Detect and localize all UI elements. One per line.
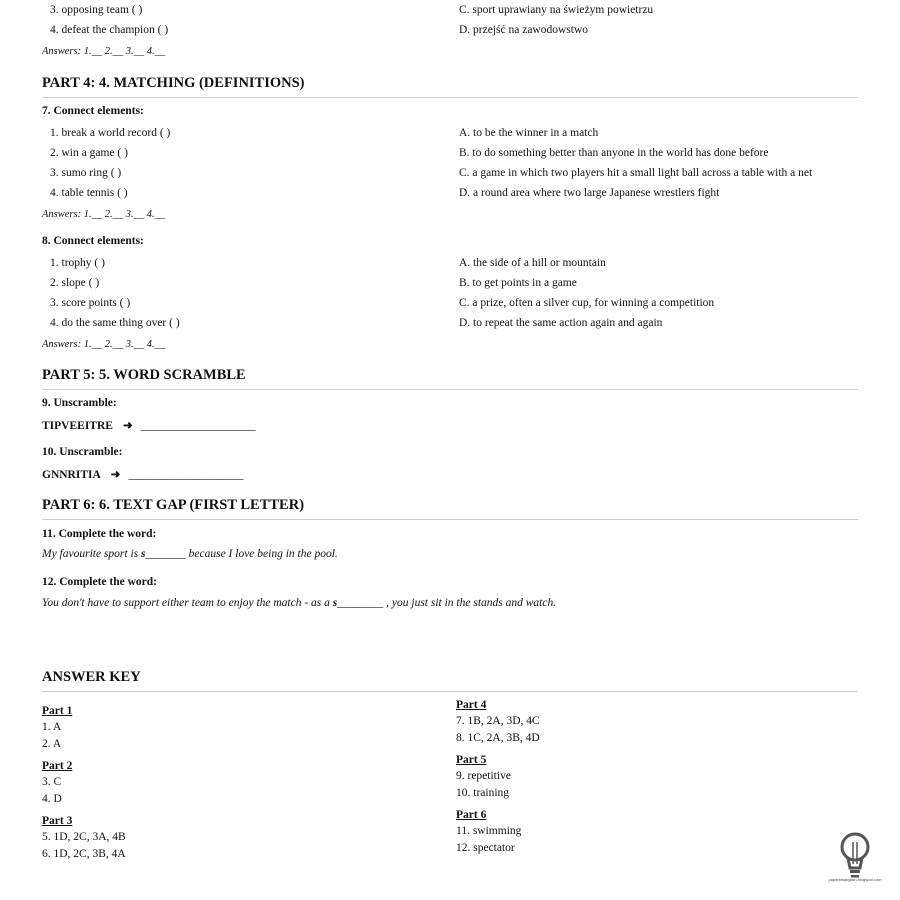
answer-key-line: 12. spectator bbox=[456, 842, 515, 854]
part5-section bbox=[42, 367, 858, 390]
match-left-item: 2. win a game ( ) bbox=[50, 147, 128, 159]
section-title: PART 4: 4. MATCHING (DEFINITIONS) bbox=[42, 75, 858, 98]
question-8 bbox=[42, 235, 858, 247]
question-title: 10. Unscramble: bbox=[42, 446, 123, 458]
sentence-start: You don't have to support either team to enjoy the match - as a bbox=[42, 597, 333, 609]
match-row bbox=[42, 22, 858, 42]
match-right-item: A. to be the winner in a match bbox=[459, 127, 599, 139]
match-left-item: 4. table tennis ( ) bbox=[50, 187, 128, 199]
question-10 bbox=[42, 446, 123, 458]
match-left-item: 2. slope ( ) bbox=[50, 277, 100, 289]
sentence-end: , you just sit in the stands and watch. bbox=[383, 597, 557, 609]
gap-blank[interactable]: ________ bbox=[337, 597, 384, 609]
first-letter: s bbox=[141, 548, 146, 560]
match-row bbox=[42, 2, 858, 22]
answer-key-group bbox=[42, 705, 126, 755]
answer-key-part-title: Part 4 bbox=[456, 699, 487, 711]
part6-section bbox=[42, 497, 858, 520]
match-right-item: B. to get points in a game bbox=[459, 277, 577, 289]
match-right-item: D. to repeat the same action again and again bbox=[459, 317, 663, 329]
answers-line: Answers: 1.__ 2.__ 3.__ 4.__ bbox=[42, 339, 166, 350]
arrow-icon: ➜ bbox=[110, 469, 121, 481]
answer-key-line: 10. training bbox=[456, 787, 510, 799]
logo-text: paperinsanglish.blogspot.com bbox=[828, 877, 882, 882]
answer-key-line: 11. swimming bbox=[456, 825, 522, 837]
answer-key-part-title: Part 3 bbox=[42, 815, 73, 827]
gap-blank[interactable]: _______ bbox=[145, 548, 186, 560]
match-row bbox=[42, 295, 858, 315]
question-7 bbox=[42, 105, 858, 117]
match-right-item: D. a round area where two large Japanese wrestlers fight bbox=[459, 187, 720, 199]
match-right-item: A. the side of a hill or mountain bbox=[459, 257, 606, 269]
match-right-item: C. a game in which two players hit a small light ball across a table with a net bbox=[459, 167, 813, 179]
answer-key-part-title: Part 1 bbox=[42, 705, 73, 717]
answer-key-part-title: Part 2 bbox=[42, 760, 73, 772]
section-title: ANSWER KEY bbox=[42, 669, 858, 692]
sentence-start: My favourite sport is bbox=[42, 548, 142, 560]
answer-key-line: 3. C bbox=[42, 776, 62, 788]
match-left-item: 3. sumo ring ( ) bbox=[50, 167, 122, 179]
answer-blank[interactable]: ____________________ bbox=[140, 420, 256, 432]
scrambled-word: GNNRITIA bbox=[42, 469, 101, 481]
question-title: 11. Complete the word: bbox=[42, 528, 157, 540]
question-11 bbox=[42, 528, 156, 540]
gap-sentence bbox=[42, 548, 338, 560]
match-left-item: 1. trophy ( ) bbox=[50, 257, 105, 269]
match-right-item: C. sport uprawiany na świeżym powietrzu bbox=[459, 4, 654, 16]
question-7-rows bbox=[42, 125, 858, 225]
question-12 bbox=[42, 576, 157, 588]
match-row bbox=[42, 145, 858, 165]
answer-key-group bbox=[456, 809, 540, 859]
answer-key-line: 4. D bbox=[42, 793, 62, 805]
question-9 bbox=[42, 397, 117, 409]
match-row bbox=[42, 125, 858, 145]
question-title: 9. Unscramble: bbox=[42, 397, 117, 409]
answer-key-line: 7. 1B, 2A, 3D, 4C bbox=[456, 715, 540, 727]
question-title: 7. Connect elements: bbox=[42, 105, 144, 117]
match-row bbox=[42, 275, 858, 295]
answer-blank[interactable]: ____________________ bbox=[128, 469, 244, 481]
part4-section bbox=[42, 75, 858, 98]
question-8-rows bbox=[42, 255, 858, 355]
answer-key-left-column bbox=[42, 705, 126, 870]
match-right-item: B. to do something better than anyone in the world has done before bbox=[459, 147, 769, 159]
answers-line: Answers: 1.__ 2.__ 3.__ 4.__ bbox=[42, 46, 166, 57]
match-left-item: 4. do the same thing over ( ) bbox=[50, 317, 180, 329]
answer-key-part-title: Part 5 bbox=[456, 754, 487, 766]
scrambled-word: TIPVEEITRE bbox=[42, 420, 113, 432]
answer-key-section bbox=[42, 669, 858, 692]
answer-key-right-column bbox=[456, 699, 540, 864]
scramble-line bbox=[42, 418, 256, 432]
match-right-item: D. przejść na zawodowstwo bbox=[459, 24, 589, 36]
arrow-icon: ➜ bbox=[122, 420, 133, 432]
answer-key-line: 9. repetitive bbox=[456, 770, 511, 782]
scramble-line bbox=[42, 467, 243, 481]
answers-line: Answers: 1.__ 2.__ 3.__ 4.__ bbox=[42, 209, 166, 220]
match-row bbox=[42, 255, 858, 275]
answer-key-group bbox=[42, 815, 126, 865]
answer-key-group bbox=[42, 760, 126, 810]
match-left-item: 3. opposing team ( ) bbox=[50, 4, 143, 16]
first-letter: s bbox=[332, 597, 338, 609]
match-row bbox=[42, 315, 858, 335]
match-left-item: 4. defeat the champion ( ) bbox=[50, 24, 169, 36]
gap-sentence bbox=[42, 597, 556, 609]
match-left-item: 1. break a world record ( ) bbox=[50, 127, 171, 139]
part3-tail bbox=[42, 2, 858, 62]
question-title: 8. Connect elements: bbox=[42, 235, 144, 247]
sentence-end: because I love being in the pool. bbox=[185, 548, 338, 560]
answer-key-line: 8. 1C, 2A, 3B, 4D bbox=[456, 732, 540, 744]
answer-key-group bbox=[456, 699, 540, 749]
answer-key-part-title: Part 6 bbox=[456, 809, 487, 821]
answer-key-line: 2. A bbox=[42, 738, 62, 750]
question-title: 12. Complete the word: bbox=[42, 576, 157, 588]
section-title: PART 6: 6. TEXT GAP (FIRST LETTER) bbox=[42, 497, 858, 520]
match-row bbox=[42, 185, 858, 205]
answer-key-line: 1. A bbox=[42, 721, 62, 733]
answer-key-line: 5. 1D, 2C, 3A, 4B bbox=[42, 831, 126, 843]
answer-key-group bbox=[456, 754, 540, 804]
section-title: PART 5: 5. WORD SCRAMBLE bbox=[42, 367, 858, 390]
match-left-item: 3. score points ( ) bbox=[50, 297, 131, 309]
answer-key-line: 6. 1D, 2C, 3B, 4A bbox=[42, 848, 126, 860]
match-right-item: C. a prize, often a silver cup, for winning a competition bbox=[459, 297, 715, 309]
match-row bbox=[42, 165, 858, 185]
